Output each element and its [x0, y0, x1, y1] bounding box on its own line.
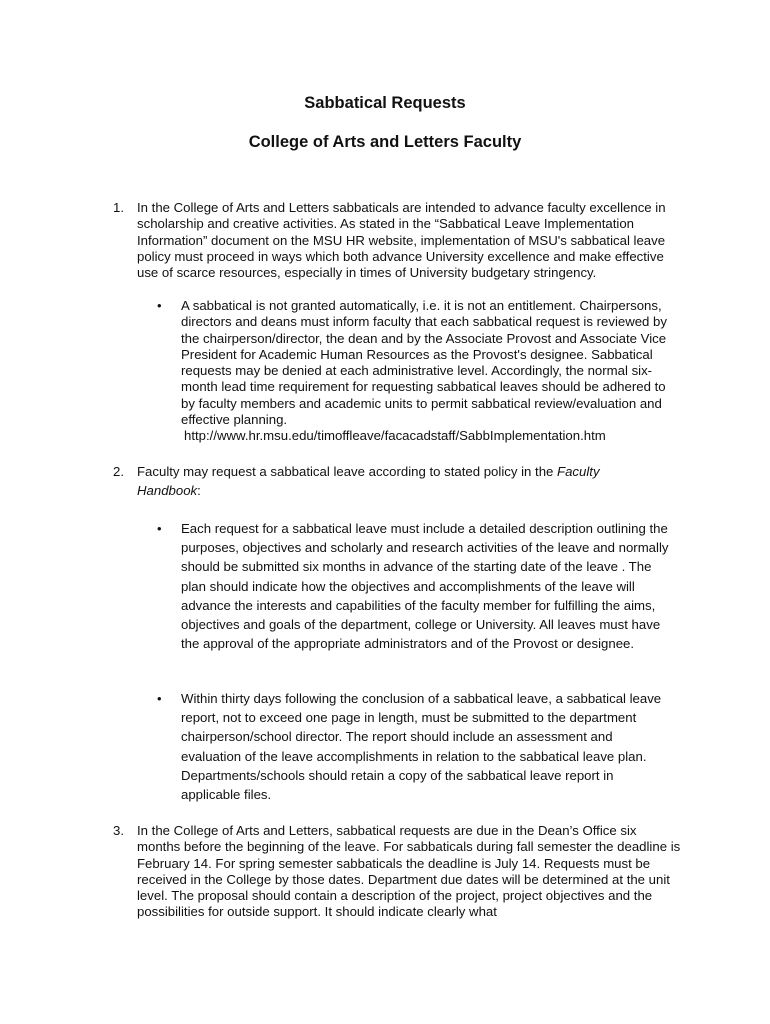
- item-1-number: 1.: [113, 200, 124, 215]
- document-subtitle: College of Arts and Letters Faculty: [248, 133, 522, 151]
- item-2-bullet-2: Within thirty days following the conclusion of a sabbatical leave, a sabbatical leave report, not to exceed one page in length, must be submitted to the department chairperson/school director. The report should include an assessment and evaluation of the leave accomplishments in relation to the sabbatical leave plan. Departments/schools should retain a copy of the sabbatical leave report in applicable files.: [181, 691, 662, 803]
- item-1-paragraph: In the College of Arts and Letters sabbaticals are intended to advance faculty excellence in scholarship and creative activities. As stated in the “Sabbatical Leave Implementation Information” document on the MSU HR website, implementation of MSU's sabbatical leave policy must proceed in ways which both advance University excellence and make effective use of scarce resources, especially in times of University budgetary stringency.: [137, 200, 666, 281]
- bullet-icon: •: [157, 691, 162, 706]
- item-2-bullet-1: Each request for a sabbatical leave must include a detailed description outlining the purposes, objectives and scholarly and research activities of the leave and normally should be submitted six months in advance of the starting date of the leave . The plan should indicate how the objectives and accomplishments of the leave will advance the interests and capabilities of the faculty member for fulfilling the aims, objectives and goals of the department, college or University. All leaves must have the approval of the appropriate administrators and of the Provost or designee.: [181, 521, 669, 652]
- bullet-icon: •: [157, 521, 162, 536]
- item-3-paragraph: In the College of Arts and Letters, sabbatical requests are due in the Dean’s Office six months before the beginning of the leave. For sabbaticals during fall semester the deadline is February 14. For spring semester sabbaticals the deadline is July 14. Requests must be received in the College by those dates. Department due dates will be determined at the unit level. The proposal should contain a description of the project, project objectives and the possibilities for outside support. It should indicate clearly what: [137, 823, 681, 920]
- item-1-bullet-1-text: A sabbatical is not granted automatically, i.e. it is not an entitlement. Chairpersons, directors and deans must inform faculty that each sabbatical request is reviewed by the chairperson/director, the dean and by the Associate Provost and Associate Vice President for Academic Human Resources as the Provost's designee. Sabbatical requests may be denied at each administrative level. Accordingly, the normal six-month lead time requirement for requesting sabbatical leaves should be adhered to by faculty members and academic units to permit sabbatical review/evaluation and effective planning.: [181, 298, 667, 428]
- item-2-paragraph: [137, 462, 652, 500]
- bullet-icon: •: [157, 298, 162, 313]
- policy-link[interactable]: http://www.hr.msu.edu/timoffleave/facacadstaff/SabbImplementation.htm: [184, 428, 606, 444]
- item-1-bullet-1: [181, 298, 669, 445]
- item-2-text: Faculty may request a sabbatical leave according to stated policy in the: [137, 464, 558, 479]
- item-2-number: 2.: [113, 464, 124, 479]
- item-3-number: 3.: [113, 823, 124, 838]
- faculty-handbook-title: Faculty Handbook: [137, 464, 600, 499]
- item-2-colon: :: [197, 483, 201, 499]
- document-title: Sabbatical Requests: [304, 94, 466, 112]
